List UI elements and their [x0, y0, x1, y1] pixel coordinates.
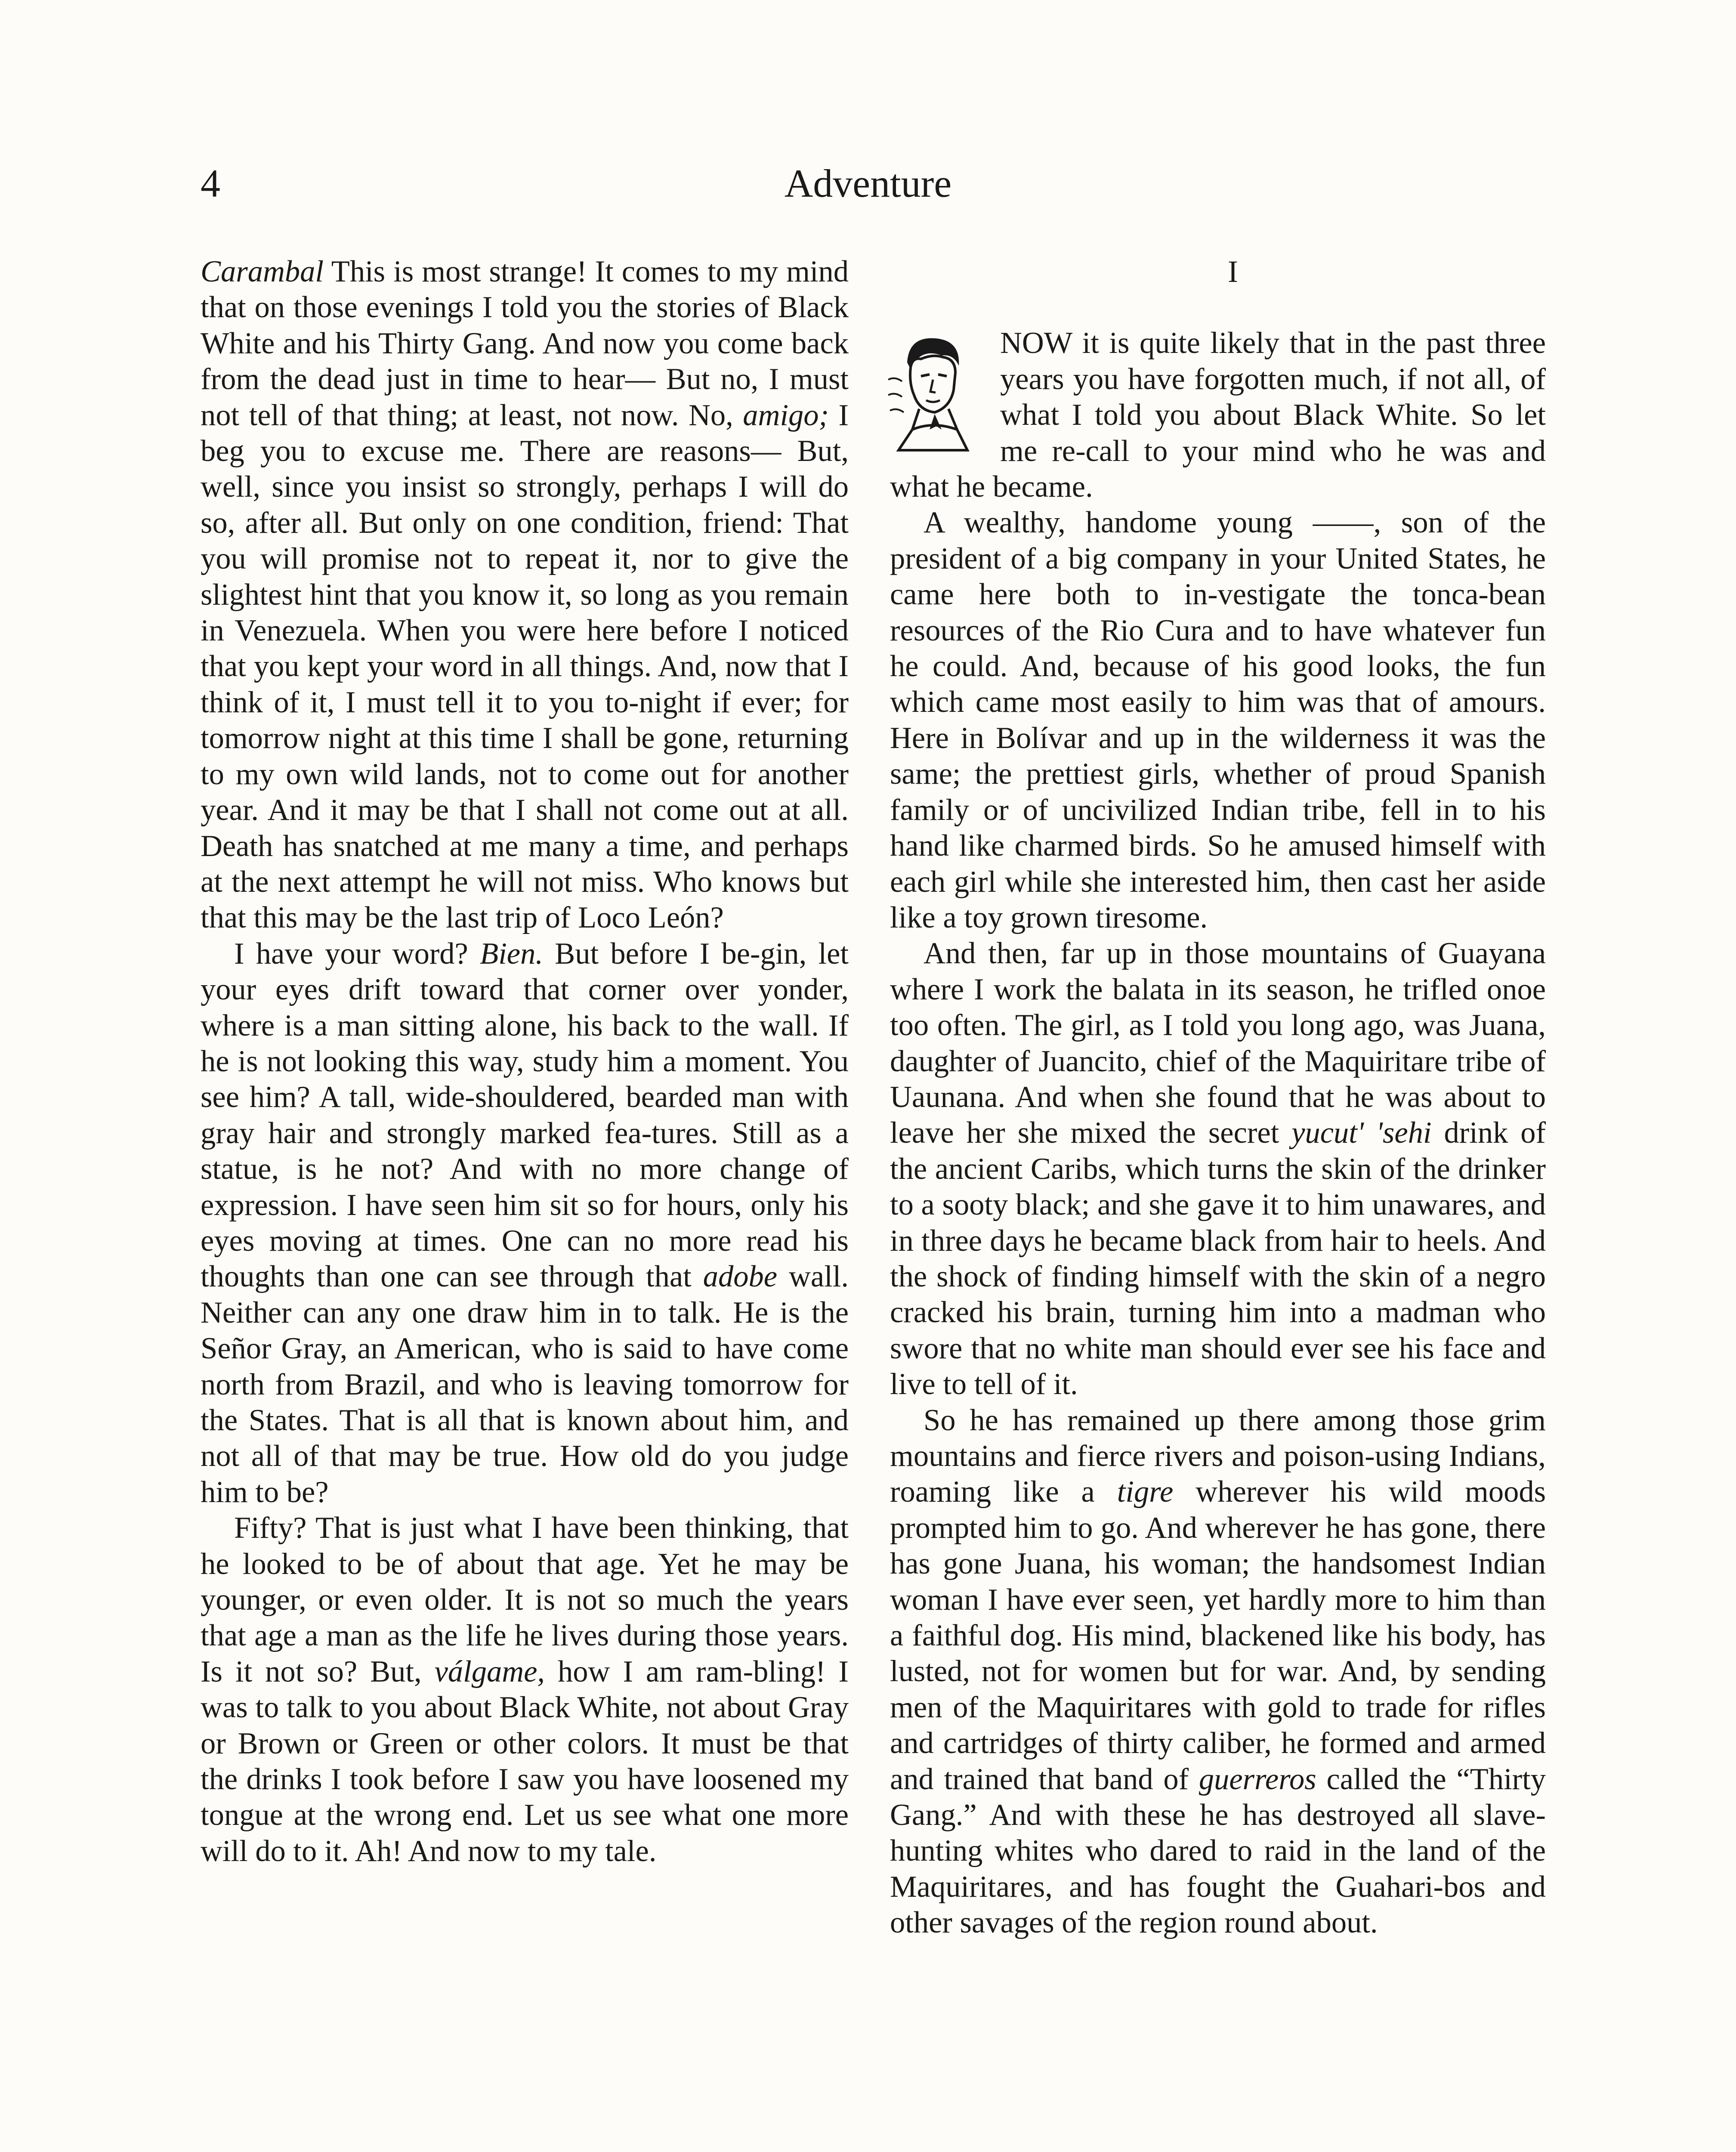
- text-run: called the “Thirty Gang.” And with these he has destroyed all slave-hunting whites who dared to raid in the land of the Maquiritares, and has fought the Guahari-bos and other savages of the region round about.: [890, 1762, 1546, 1940]
- page-number: 4: [201, 161, 220, 205]
- section-numeral: I: [1228, 254, 1238, 289]
- paragraph: [201, 936, 849, 1511]
- text-run: how I am ram-bling! I was to talk to you about Black White, not about Gray or Brown or Green or other colors. It must be that the drinks I took before I saw you have loosened my tongue at the wrong end. Let us see what one more will do to it. Ah! And now to my tale.: [201, 1654, 849, 1868]
- text-run: This is most strange! It comes to my mind that on those evenings I told you the stories of Black White and his Thirty Gang. And now you come back from the dead just in time to hear— But no, I must not tell of that thing; at least, not now. No,: [201, 255, 849, 432]
- paragraph: NOW it is quite likely that in the past three years you have forgotten much, if not all, of what I told you about Black White. So let me re-call to your mind who he was and what he became.: [890, 326, 1546, 504]
- text-run: drink of the ancient Caribs, which turns the skin of the drinker to a sooty black; and she gave it to him unawares, and in three days he became black from hair to heels. And the shock of finding himself with the skin of a negro cracked his brain, turning him into a madman who swore that no white man should ever see his face and live to tell of it.: [890, 1116, 1546, 1401]
- paragraph: [890, 1403, 1546, 1941]
- text-run: But before I be-gin, let your eyes drift toward that corner over yonder, where is a man sitting alone, his back to the wall. If he is not looking this way, study him a moment. You see him? A tall, wide-shouldered, bearded man with gray hair and strongly marked fea-tures. Still as a statue, is he not? And with no more change of expression. I have seen him sit so for hours, only his eyes moving at times. One can no more read his thoughts than one can see through that: [201, 937, 849, 1294]
- italic-word: Carambal: [201, 255, 324, 288]
- text-run: Fifty? That is just what I have been thinking, that he looked to be of about that age. Yet he may be younger, or even older. It is not so much the years that age a man as the life he lives during those years. Is it not so? But,: [201, 1511, 849, 1688]
- man-portrait-icon: [881, 328, 985, 457]
- italic-word: guerreros: [1199, 1762, 1316, 1796]
- italic-word: tigre: [1117, 1475, 1174, 1509]
- text-run: wall. Neither can any one draw him in to talk. He is the Señor Gray, an American, who is said to have come north from Brazil, and who is leaving tomorrow for the States. That is all that is known about him, and not all of that may be true. How old do you judge him to be?: [201, 1260, 849, 1509]
- right-column: [890, 254, 1546, 1941]
- italic-word: Bien.: [480, 937, 543, 971]
- italic-word: amigo;: [743, 398, 829, 432]
- paragraph: [201, 254, 849, 936]
- italic-word: válgame,: [434, 1654, 545, 1688]
- running-head: Adventure: [784, 161, 952, 205]
- italic-word: adobe: [703, 1260, 778, 1294]
- paragraph: A wealthy, handome young ——, son of the president of a big company in your United States, he came here both to in-vestigate the tonca-bean resources of the Rio Cura and to have whatever fun he could. And, because of his good looks, the fun which came most easily to him was that of amours. Here in Bolívar and up in the wilderness it was the same; the prettiest girls, whether of proud Spanish family or of uncivilized Indian tribe, fell in to his hand like charmed birds. So he amused himself with each girl while she interested him, then cast her aside like a toy grown tiresome.: [890, 506, 1546, 934]
- text-run: I have your word?: [234, 937, 480, 971]
- left-column: [201, 254, 849, 1869]
- paragraph: [890, 936, 1546, 1402]
- paragraph: [201, 1510, 849, 1869]
- text-run: So he has remained up there among those grim mountains and fierce rivers and poison-using Indians, roaming like a: [890, 1403, 1546, 1509]
- text-run: I beg you to excuse me. There are reasons— But, well, since you insist so strongly, perhaps I will do so, after all. But only on one condition, friend: That you will promise not to repeat it, nor to give the slightest hint that you know it, so long as you remain in Venezuela. When you were here before I noticed that you kept your word in all things. And, now that I think of it, I must tell it to you to-night if ever; for tomorrow night at this time I shall be gone, returning to my own wild lands, not to come out for another year. And it may be that I shall not come out at all. Death has snatched at me many a time, and perhaps at the next attempt he will not miss. Who knows but that this may be the last trip of Loco León?: [201, 398, 849, 935]
- text-run: wherever his wild moods prompted him to go. And wherever he has gone, there has gone Juana, his woman; the handsomest Indian woman I have ever seen, yet hardly more to him than a faithful dog. His mind, blackened like his body, has lusted, not for women but for war. And, by sending men of the Maquiritares with gold to trade for rifles and cartridges of thirty caliber, he formed and armed and trained that band of: [890, 1475, 1546, 1796]
- italic-word: yucut' 'sehi: [1291, 1116, 1432, 1150]
- text-run: And then, far up in those mountains of Guayana where I work the balata in its season, he trifled onoe too often. The girl, as I told you long ago, was Juana, daughter of Juancito, chief of the Maquiritare tribe of Uaunana. And when she found that he was about to leave her she mixed the secret: [890, 937, 1546, 1150]
